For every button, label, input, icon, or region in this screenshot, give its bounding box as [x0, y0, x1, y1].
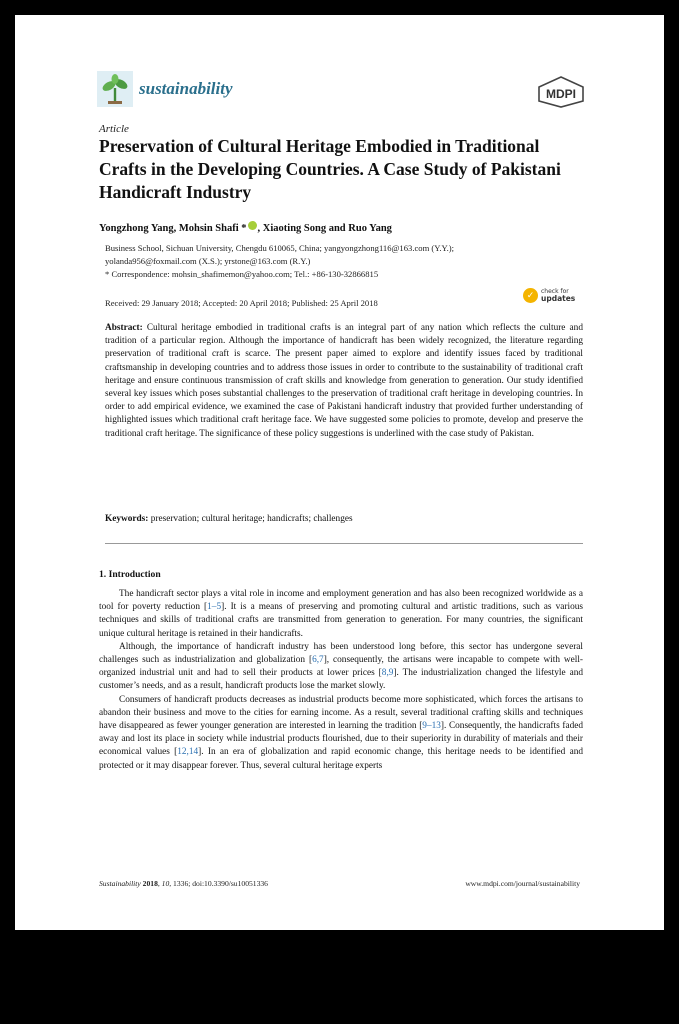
footer-doi: , 1336; doi:10.3390/su10051336: [169, 879, 268, 888]
journal-logo: [97, 71, 233, 107]
footer-journal-url[interactable]: www.mdpi.com/journal/sustainability: [465, 879, 580, 888]
affiliations: [105, 242, 585, 281]
citation-link[interactable]: 6,7: [312, 655, 324, 666]
abstract: [105, 322, 583, 441]
check-for-updates-badge[interactable]: [523, 288, 575, 303]
journal-name: sustainability: [139, 79, 233, 98]
paragraph: The handicraft sector plays a vital role in income and employment generation and has also been recognized worldwide as a tool for poverty reduction [1–5]. It is a means of preserving and promoting cultural and artistic traditions, such as various techniques and skills of traditional crafts are transmitted from generation to generation. For many countries, the significant unique cultural heritage is retained in their handicrafts.: [99, 589, 583, 639]
section-body: [99, 588, 583, 773]
author-list: [99, 221, 392, 234]
citation-link[interactable]: 9–13: [422, 721, 441, 732]
authors-rest: , Xiaoting Song and Ruo Yang: [257, 223, 392, 234]
footer-volume: 10: [161, 879, 170, 888]
authors-first: Yongzhong Yang, Mohsin Shafi *: [99, 223, 247, 234]
affiliation-line: Business School, Sichuan University, Chengdu 610065, China; yangyongzhong116@163.com (Y.Y.);: [105, 243, 455, 253]
check-updates-line2: updates: [541, 294, 576, 303]
footer-citation: Sustainability 2018, 10, 1336; doi:10.3390/su10051336: [99, 879, 268, 888]
section-heading: 1. Introduction: [99, 569, 161, 580]
paper-page: [15, 15, 664, 930]
keywords: [105, 514, 353, 524]
divider: [105, 543, 583, 544]
citation-link[interactable]: 12,14: [177, 747, 199, 758]
paper-title: Preservation of Cultural Heritage Embodied in Traditional Crafts in the Developing Countries. A Case Study of Pakistani Handicraft Industry: [99, 136, 561, 202]
mdpi-logo: [535, 75, 587, 114]
plant-icon: [97, 71, 133, 107]
citation-link[interactable]: 1–5: [207, 602, 222, 613]
check-updates-icon: ✓: [523, 288, 538, 303]
keywords-text: preservation; cultural heritage; handicrafts; challenges: [150, 514, 353, 524]
abstract-label: Abstract:: [105, 323, 143, 333]
keywords-label: Keywords:: [105, 514, 149, 524]
paragraph: Consumers of handicraft products decreases as industrial products become more sophisticated, which forces the artisans to abandon their business and move to the cities for earning income. As a result, several traditional crafting skills and techniques have disappeared as fewer younger generation are interested in learning the tradition [9–13]. Consequently, the handicrafts faded away and lost its place in society while industrial products flourished, due to their superiority in durability of materials and their economical values [12,14]. In an era of globalization and rapid economic change, this heritage needs to be identified and protected or it may disappear forever. Thus, several cultural heritage experts: [99, 694, 584, 771]
abstract-text: Cultural heritage embodied in traditional crafts is an integral part of any nation which reflects the culture and tradition of a particular region. Although the importance of handicraft has been widely recognized, the literature regarding preservation of traditional craft is scarce. The present paper aimed to explore and identify issues faced by traditional craftsmanship in developing countries and to address those issues in order to contribute to the sustainability of traditional craft heritage and ensure continuous transmission of craft skills and knowledge from generation to generation. Our study identified several key issues which poses substantial challenges to the preservation of traditional craft heritage in developing countries. In order to add empirical evidence, we examined the case of Pakistani handicraft industry that provided further understanding of highlighted issues which traditional craft heritage face. We have suggested some policies to promote, develop and preserve the traditional craft heritage. The significance of these policy suggestions is underlined with the case study of Pakistan.: [105, 323, 583, 439]
footer-journal: Sustainability: [99, 879, 141, 888]
check-updates-line1: check for: [541, 288, 569, 295]
paragraph: Although, the importance of handicraft industry has been understood long before, this sector has undergone several challenges such as industrialization and globalization [6,7], consequently, the artisans were incapable to compete with well-organized industrial unit and had to sell their products at lower prices [8,9]. The industrialization changed the lifestyle and customer’s needs, and as a result, handicraft products lose the market slowly.: [99, 641, 584, 692]
orcid-icon[interactable]: [248, 221, 257, 230]
publication-dates: Received: 29 January 2018; Accepted: 20 April 2018; Published: 25 April 2018: [105, 298, 378, 308]
footer-year: 2018: [142, 879, 158, 888]
citation-link[interactable]: 8,9: [381, 668, 394, 679]
affiliation-line: yolanda956@foxmail.com (X.S.); yrstone@163.com (R.Y.): [105, 256, 311, 266]
article-type-label: Article: [99, 123, 129, 135]
correspondence-line: * Correspondence: mohsin_shafimemon@yahoo.com; Tel.: +86-130-32866815: [105, 269, 379, 279]
svg-text:MDPI: MDPI: [546, 87, 576, 101]
